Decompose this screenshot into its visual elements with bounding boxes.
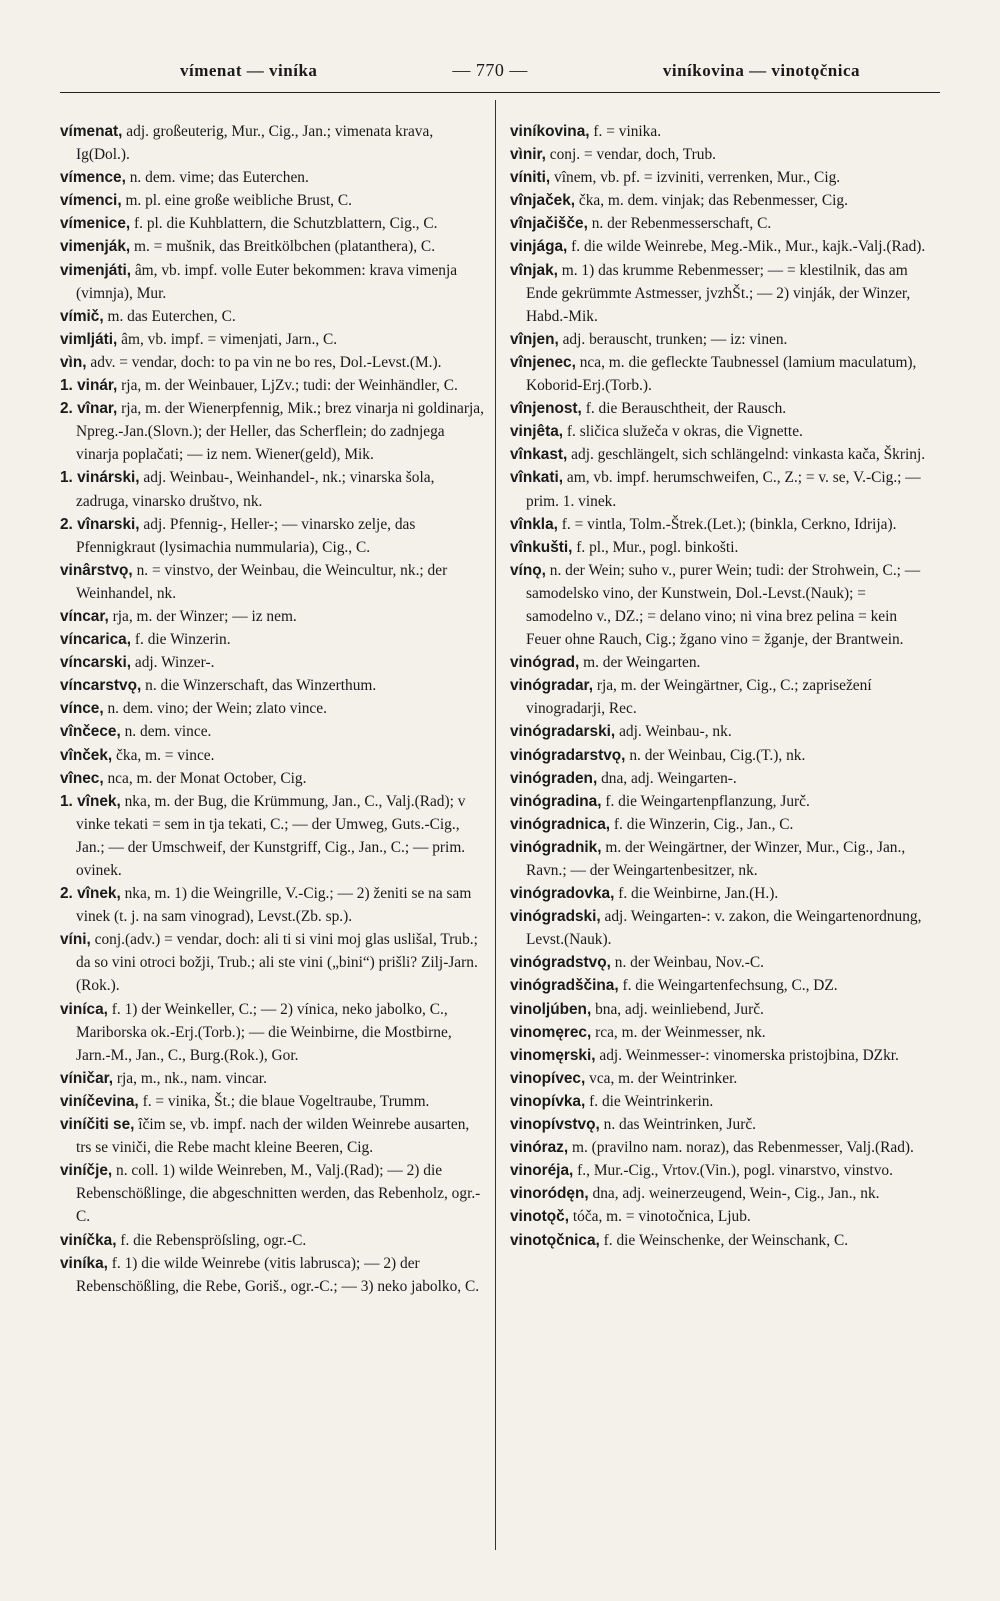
entry-definition: n. der Weinbau, Nov.-C. (610, 954, 764, 972)
entry-definition: adj. Weingarten-: v. zakon, die Weingartenordnung, Levst.(Nauk). (526, 908, 922, 949)
entry-headword: víniti, (510, 169, 551, 187)
entry-definition: čka, m. = vince. (112, 746, 215, 764)
entry-definition: nca, m. die gefleckte Taubnessel (lamium maculatum), Koborid-Erj.(Torb.). (526, 353, 917, 395)
entry-definition: m. pl. eine große weibliche Brust, C. (121, 192, 352, 210)
entry-headword: 1. vinár, (60, 377, 118, 395)
dictionary-entry (60, 720, 485, 743)
dictionary-entry (510, 120, 930, 143)
entry-headword: vinotǫčnica, (510, 1231, 600, 1249)
entry-headword: vinógradina, (510, 792, 602, 810)
entry-definition: adj. großeuterig, Mur., Cig., Jan.; vimenata krava, Ig(Dol.). (76, 123, 434, 164)
entry-definition: m. das Euterchen, C. (103, 307, 236, 325)
dictionary-entry (60, 397, 485, 466)
entry-headword: víncarski, (60, 654, 132, 672)
dictionary-entry (510, 720, 930, 743)
dictionary-entry (510, 998, 930, 1021)
dictionary-entry (60, 1159, 485, 1228)
dictionary-entry (60, 744, 485, 767)
dictionary-entry (510, 420, 930, 443)
dictionary-entry (60, 882, 485, 928)
entry-headword: víncarstvǫ, (60, 677, 142, 695)
dictionary-entry (60, 998, 485, 1067)
entry-headword: viníkovina, (510, 123, 590, 140)
dictionary-entry (60, 1067, 485, 1090)
entry-headword: vînkla, (510, 515, 558, 533)
page-number: — 770 — (452, 60, 528, 80)
entry-headword: vinógraden, (510, 769, 598, 787)
dictionary-entry (510, 166, 930, 189)
entry-headword: vinotǫč, (510, 1208, 569, 1226)
dictionary-entry (510, 1090, 930, 1113)
dictionary-entry (60, 790, 485, 882)
entry-definition: f. die wilde Weinrebe, Meg.-Mik., Mur., kajk.-Valj.(Rad). (567, 238, 926, 256)
dictionary-entry (510, 235, 930, 258)
dictionary-entry (510, 651, 930, 674)
entry-definition: m. der Weingarten. (579, 654, 701, 672)
entry-definition: m. 1) das krumme Rebenmesser; — = klestilnik, das am Ende gekrümmte Astmesser, jvzhŠt.; — 2) vinják, der Winzer, Habd.-Mik. (526, 261, 911, 325)
entry-definition: tóča, m. = vinotočnica, Ljub. (569, 1208, 751, 1226)
entry-headword: vinógradarski, (510, 723, 616, 741)
entry-headword: víncar, (60, 607, 109, 625)
entry-headword: 1. vinárski, (60, 469, 140, 487)
entry-definition: n. dem. vime; das Euterchen. (125, 169, 309, 187)
entry-definition: n. das Weintrinken, Jurč. (599, 1116, 756, 1134)
entry-definition: f. die Weintrinkerin. (585, 1092, 714, 1110)
entry-headword: víničar, (60, 1069, 114, 1087)
entry-headword: vinógrad, (510, 654, 580, 672)
entry-headword: vimenjáti, (60, 261, 131, 279)
entry-definition: f. pl. die Kuhblattern, die Schutzblattern, Cig., C. (130, 215, 438, 233)
dictionary-entry (60, 674, 485, 697)
entry-definition: âm, vb. impf. volle Euter bekommen: krava vimenja (vimnja), Mur. (76, 261, 458, 302)
entry-headword: vímenci, (60, 192, 122, 210)
dictionary-entry (510, 143, 930, 166)
dictionary-entry (60, 559, 485, 605)
entry-definition: f. 1) die wilde Weinrebe (vitis labrusca); — 2) der Rebenschößling, die Rebe, Goriš., ogr.-C.; — 3) neko jabolko, C. (76, 1254, 480, 1295)
entry-headword: vinógradarstvǫ, (510, 746, 626, 764)
entry-headword: vînjaček, (510, 192, 576, 210)
entry-definition: nka, m. 1) die Weingrille, V.-Cig.; — 2) ženiti se na sam vinek (t. j. na sam vinograd), Levst.(Zb. sp.). (76, 885, 472, 926)
entry-definition: n. der Wein; suho v., purer Wein; tudi: der Strohwein, C.; — samodelsko vino, der Kunstwein, Dol.-Levst.(Nauk); = samodelno v., DZ.; = delano vino; ni vina brez pelina = kein Feuer ohne Rauch, Cig.; žgano vino = žganje, der Brantwein. (526, 561, 921, 649)
dictionary-entry (510, 536, 930, 559)
dictionary-entry (510, 905, 930, 951)
entry-headword: vinógradovka, (510, 885, 615, 903)
entry-definition: f. die Berauschtheit, der Rausch. (581, 400, 787, 418)
entry-definition: f. die Weinschenke, der Weinschank, C. (599, 1231, 849, 1249)
dictionary-entry (60, 466, 485, 512)
dictionary-entry (510, 351, 930, 397)
entry-definition: adj. geschlängelt, sich schlängelnd: vinkasta kača, Škrinj. (567, 446, 926, 464)
entry-headword: vímence, (60, 169, 126, 187)
entry-headword: vînkast, (510, 446, 568, 464)
entry-headword: vìn, (60, 353, 87, 371)
entry-definition: n. der Weinbau, Cig.(T.), nk. (625, 746, 806, 764)
dictionary-entry (60, 928, 485, 997)
entry-headword: vinjêta, (510, 423, 564, 441)
dictionary-entry (60, 605, 485, 628)
entry-definition: vca, m. der Weintrinker. (585, 1069, 738, 1087)
entry-headword: vínǫ, (510, 561, 546, 579)
dictionary-entry (60, 628, 485, 651)
entry-definition: f. = vinika, Št.; die blaue Vogeltraube, Trumm. (138, 1092, 430, 1110)
dictionary-entry (60, 1090, 485, 1113)
entry-definition: adj. Weinbau-, Weinhandel-, nk.; vinarska šola, zadruga, vinarsko društvo, nk. (76, 469, 435, 510)
entry-definition: dna, adj. Weingarten-. (597, 769, 737, 787)
entry-headword: vinopívec, (510, 1069, 586, 1087)
entry-headword: 1. vînek, (60, 792, 121, 810)
entry-headword: viníca, (60, 1000, 108, 1018)
entry-definition: f. = vintla, Tolm.-Štrek.(Let.); (binkla, Cerkno, Idrija). (557, 515, 897, 533)
dictionary-entry (510, 559, 930, 651)
header-left: vímenat — viníka (180, 61, 318, 80)
dictionary-entry (510, 744, 930, 767)
dictionary-entry (60, 166, 485, 189)
entry-definition: f. die Winzerin, Cig., Jan., C. (610, 815, 794, 833)
entry-definition: rja, m. der Weinbauer, LjZv.; tudi: der Weinhändler, C. (117, 377, 458, 395)
entry-headword: vímič, (60, 307, 104, 325)
entry-headword: vinoréja, (510, 1162, 574, 1180)
entry-definition: n. die Winzerschaft, das Winzerthum. (141, 677, 377, 695)
dictionary-entry (510, 1229, 930, 1252)
entry-definition: f. die Weingartenfechsung, C., DZ. (618, 977, 838, 995)
entry-headword: vînjačišče, (510, 215, 588, 233)
entry-headword: vinógradstvǫ, (510, 954, 611, 972)
dictionary-entry (60, 120, 485, 166)
entry-headword: viníčiti se, (60, 1116, 135, 1134)
entry-definition: adj. Pfennig-, Heller-; — vinarsko zelje, das Pfennigkraut (lysimachia nummularia), Cig., C. (76, 515, 416, 556)
entry-headword: vinârstvǫ, (60, 561, 133, 579)
dictionary-entry (510, 189, 930, 212)
entry-definition: čka, m. dem. vinjak; das Rebenmesser, Cig. (575, 192, 848, 210)
entry-headword: vinomęrski, (510, 1046, 596, 1064)
dictionary-entry (60, 374, 485, 397)
dictionary-entry (510, 513, 930, 536)
dictionary-entry (510, 328, 930, 351)
entry-definition: n. der Rebenmesserschaft, C. (587, 215, 772, 233)
entry-headword: vímenice, (60, 215, 131, 233)
entry-definition: f. = vinika. (589, 123, 662, 140)
header-rule (60, 92, 940, 93)
entry-definition: m. (pravilno nam. noraz), das Rebenmesser, Valj.(Rad). (568, 1139, 914, 1157)
entry-definition: rja, m. der Wienerpfennig, Mik.; brez vinarja ni goldinarja, Npreg.-Jan.(Slovn.); der Heller, das Scherflein; do zadnjega vinarja poplačati; — iz nem. Wiener(geld), Mik. (76, 400, 484, 464)
entry-headword: vînčece, (60, 723, 121, 741)
entry-definition: adj. berauscht, trunken; — iz: vinen. (558, 330, 788, 348)
dictionary-entry (60, 212, 485, 235)
dictionary-entry (60, 1113, 485, 1159)
entry-definition: f., Mur.-Cig., Vrtov.(Vin.), pogl. vinarstvo, vinstvo. (573, 1162, 893, 1180)
dictionary-entry (510, 951, 930, 974)
entry-headword: vinógradski, (510, 908, 601, 926)
dictionary-entry (510, 790, 930, 813)
entry-definition: âm, vb. impf. = vimenjati, Jarn., C. (117, 330, 338, 348)
entry-headword: vinopívka, (510, 1092, 586, 1110)
dictionary-entry (510, 1205, 930, 1228)
entry-definition: rja, m. der Winzer; — iz nem. (108, 607, 297, 625)
entry-definition: n. = vinstvo, der Weinbau, die Weincultur, nk.; der Weinhandel, nk. (76, 561, 448, 602)
entry-definition: m. der Weingärtner, der Winzer, Mur., Cig., Jan., Ravn.; — der Weingartenbesitzer, nk. (526, 838, 906, 879)
dictionary-entry (510, 443, 930, 466)
entry-headword: vímenat, (60, 123, 123, 140)
entry-definition: f. pl., Mur., pogl. binkošti. (572, 538, 739, 556)
dictionary-entry (510, 1159, 930, 1182)
dictionary-entry (60, 235, 485, 258)
entry-definition: f. 1) der Weinkeller, C.; — 2) vínica, neko jabolko, C., Mariborska ok.-Erj.(Torb.); — die Weinbirne, die Mostbirne, Jarn.-M., Jan., C., Burg.(Rok.), Gor. (76, 1000, 452, 1064)
entry-headword: vinógradnica, (510, 815, 611, 833)
entry-headword: vînjenost, (510, 400, 582, 418)
entry-definition: adv. = vendar, doch: to pa vin ne bo res, Dol.-Levst.(M.). (86, 353, 442, 371)
entry-headword: vínce, (60, 700, 104, 718)
entry-headword: vînjenec, (510, 353, 576, 371)
dictionary-entry (510, 1044, 930, 1067)
dictionary-entry (60, 513, 485, 559)
entry-definition: adj. Weinbau-, nk. (615, 723, 732, 741)
entry-definition: îčim se, vb. impf. nach der wilden Weinrebe ausarten, trs se viniči, die Rebe macht kleine Beeren, Cig. (76, 1116, 470, 1157)
dictionary-entry (510, 259, 930, 328)
entry-definition: f. die Rebenspröſsling, ogr.-C. (116, 1231, 307, 1249)
dictionary-entry (510, 974, 930, 997)
entry-headword: vînček, (60, 746, 113, 764)
entry-definition: m. = mušnik, das Breitkölbchen (platanthera), C. (130, 238, 436, 256)
entry-definition: adj. Winzer-. (131, 654, 215, 672)
entry-headword: vinoródęn, (510, 1185, 589, 1203)
entry-headword: vinoljúben, (510, 1000, 592, 1018)
entry-definition: rja, m., nk., nam. vincar. (113, 1069, 267, 1087)
dictionary-entry (60, 328, 485, 351)
dictionary-entry (510, 836, 930, 882)
dictionary-entry (510, 397, 930, 420)
dictionary-entry (60, 651, 485, 674)
dictionary-entry (60, 351, 485, 374)
column-divider (495, 100, 496, 1550)
entry-definition: adj. Weinmesser-: vinomerska pristojbina, DZkr. (595, 1046, 899, 1064)
entry-headword: vînkušti, (510, 538, 573, 556)
dictionary-entry (60, 697, 485, 720)
dictionary-entry (510, 767, 930, 790)
entry-headword: 2. vînar, (60, 400, 118, 418)
entry-headword: vinjága, (510, 238, 568, 256)
entry-definition: n. coll. 1) wilde Weinreben, M., Valj.(Rad); — 2) die Rebenschößlinge, die abgeschnitten werden, das Rebenholz, ogr.-C. (76, 1162, 481, 1226)
dictionary-entry (510, 1067, 930, 1090)
dictionary-entry (510, 882, 930, 905)
left-column (60, 120, 485, 1298)
running-head (180, 60, 860, 84)
entry-definition: f. die Weingartenpflanzung, Jurč. (601, 792, 810, 810)
entry-definition: f. sličica služeča v okras, die Vignette. (563, 423, 803, 441)
entry-headword: vînec, (60, 769, 104, 787)
entry-headword: víncarica, (60, 631, 132, 649)
entry-headword: vìnir, (510, 146, 546, 164)
dictionary-entry (510, 674, 930, 720)
entry-definition: vînem, vb. pf. = izviniti, verrenken, Mur., Cig. (550, 169, 841, 187)
right-column (510, 120, 930, 1252)
entry-headword: viníčje, (60, 1162, 113, 1180)
entry-headword: viníka, (60, 1254, 108, 1272)
header-right: viníkovina — vinotǫčnica (662, 61, 860, 80)
dictionary-entry (510, 1182, 930, 1205)
entry-headword: viníčka, (60, 1231, 117, 1249)
dictionary-entry (510, 466, 930, 512)
entry-headword: vînkati, (510, 469, 564, 487)
entry-definition: f. die Winzerin. (131, 631, 231, 649)
entry-headword: 2. vînarski, (60, 515, 140, 533)
entry-headword: vinógradnik, (510, 838, 602, 856)
dictionary-entry (510, 1021, 930, 1044)
entry-definition: rca, m. der Weinmesser, nk. (591, 1023, 766, 1041)
entry-definition: f. die Weinbirne, Jan.(H.). (614, 885, 779, 903)
entry-headword: vînjen, (510, 330, 559, 348)
dictionary-entry (60, 1252, 485, 1298)
entry-definition: dna, adj. weinerzeugend, Wein-, Cig., Jan., nk. (588, 1185, 880, 1203)
entry-definition: nca, m. der Monat October, Cig. (103, 769, 307, 787)
dictionary-entry (510, 212, 930, 235)
entry-headword: vinóraz, (510, 1139, 569, 1157)
entry-headword: vinomęrec, (510, 1023, 592, 1041)
entry-headword: vimenják, (60, 238, 131, 256)
entry-definition: am, vb. impf. herumschweifen, C., Z.; = v. se, V.-Cig.; — prim. 1. vinek. (526, 469, 921, 510)
entry-headword: vinopívstvǫ, (510, 1116, 600, 1134)
entry-headword: viníčevina, (60, 1092, 139, 1110)
entry-headword: vinógradar, (510, 677, 593, 695)
entry-definition: conj.(adv.) = vendar, doch: ali ti si vini moj glas uslišal, Trub.; da so vini otroci božji, Trub.; ali ste vini („bini“) prišli? Zilj-Jarn.(Rok.). (76, 931, 478, 995)
entry-definition: rja, m. der Weingärtner, Cig., C.; zaprisežení vinogradarji, Rec. (526, 677, 872, 718)
dictionary-entry (60, 189, 485, 212)
entry-definition: bna, adj. weinliebend, Jurč. (591, 1000, 764, 1018)
entry-definition: n. dem. vino; der Wein; zlato vince. (103, 700, 327, 718)
dictionary-entry (510, 813, 930, 836)
entry-headword: vimljáti, (60, 330, 118, 348)
dictionary-entry (510, 1136, 930, 1159)
entry-definition: conj. = vendar, doch, Trub. (545, 146, 717, 164)
entry-headword: víni, (60, 931, 91, 949)
dictionary-entry (510, 1113, 930, 1136)
entry-headword: 2. vînek, (60, 885, 121, 903)
dictionary-entry (60, 259, 485, 305)
entry-headword: vînjak, (510, 261, 558, 279)
entry-definition: nka, m. der Bug, die Krümmung, Jan., C., Valj.(Rad); v vinke tekati = sem in tja tekati, C.; — der Umweg, Guts.-Cig., Jan.; — der Umschweif, der Kunstgriff, Cig., Jan., C.; — prim. ovinek. (76, 792, 466, 879)
dictionary-entry (60, 1229, 485, 1252)
dictionary-entry (60, 767, 485, 790)
dictionary-entry (60, 305, 485, 328)
entry-headword: vinógradščina, (510, 977, 619, 995)
entry-definition: n. dem. vince. (120, 723, 212, 741)
